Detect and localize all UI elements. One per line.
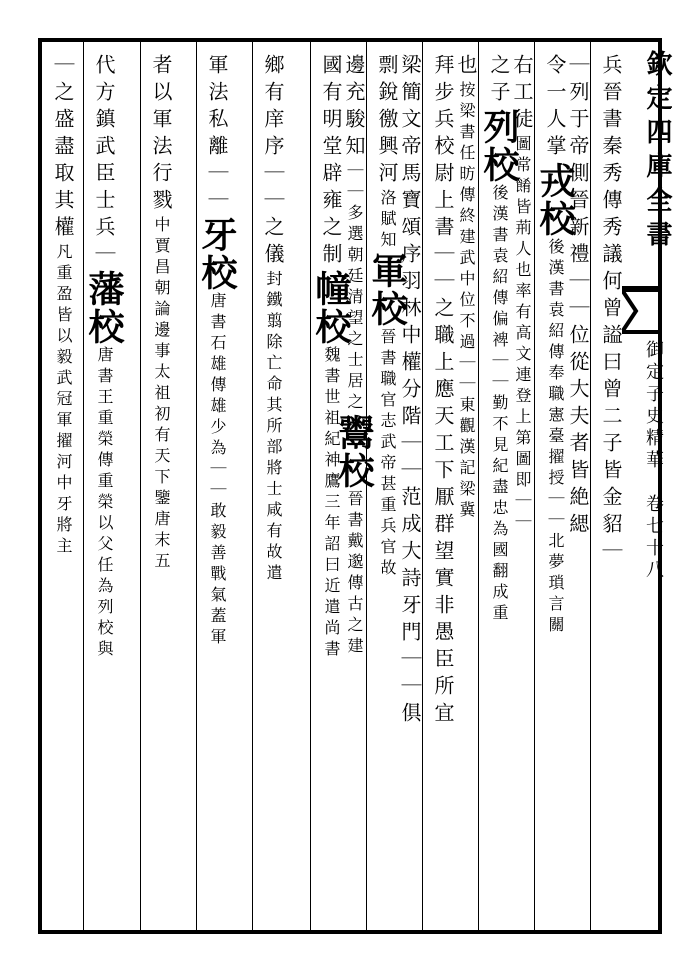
column-divider xyxy=(196,42,197,930)
column-divider xyxy=(310,42,311,930)
series-title: 欽定四庫全書 xyxy=(642,50,672,254)
text-column-9: 剽銳徼興河洛賦知軍校晉書職官志武帝甚重兵官故 xyxy=(366,54,408,580)
text-column-11: 國有明堂辟雍之制幢校魏書世祖紀神鷹三年詔曰近遣尚書 xyxy=(310,54,352,661)
text-column-2: ｜列于帝側晉新禮｜｜位從大夫者皆絶緦 xyxy=(566,54,590,540)
column-divider xyxy=(140,42,141,930)
text-column-12: 鄉有庠序｜｜之儀封鐵翦除亡命其所部將士咸有故遣 xyxy=(261,54,285,585)
text-column-15: 代方鎮武臣士兵｜藩校唐書王重榮傳重榮以父任為列校與 xyxy=(83,54,125,661)
text-column-8: 梁簡文帝馬寶頌序羽林中權分階｜｜范成大詩牙門｜｜俱 xyxy=(398,54,422,729)
column-divider xyxy=(252,42,253,930)
text-column-6: 也按梁書任昉傳終建武中位不過｜｜東觀漢記梁冀 xyxy=(454,54,478,522)
text-column-5: 之子列校後漢書袁紹傳偏裨｜｜勤不見紀盡忠為國翻成重 xyxy=(478,54,520,625)
text-column-3: 令一人掌戎校後漢書袁紹傳奉職憲臺擢授｜｜北夢瑣言關 xyxy=(534,54,576,637)
book-title: 御定子史精華 卷七十八 xyxy=(643,340,664,582)
text-column-10: 邊充駿知｜｜多選朝廷清望之士居之鬻校晉書戴邈傳古之建 xyxy=(333,54,375,658)
column-divider xyxy=(83,42,84,930)
text-column-14: 者以軍法行戮中賈昌朝論邊事太祖初有天下鑒唐末五 xyxy=(149,54,173,573)
text-column-13: 軍法私離｜｜牙校唐書石雄傳雄少為｜｜敢毅善戰氣蓋軍 xyxy=(196,54,238,649)
text-column-7: 拜步兵校尉上書｜｜之職上應天工下厭群望實非愚臣所宜 xyxy=(431,54,455,729)
text-column-4: 右工徒圖常餚皆荊人也率有高文連登上第圖即｜｜ xyxy=(510,54,534,534)
text-column-1: 兵晉書秦秀傳秀議何曾謚曰曾二子皆金貂｜ xyxy=(599,54,623,567)
fish-tail-mark-icon xyxy=(622,286,662,336)
text-column-16: ｜之盛盡取其權凡重盈皆以毅武冠軍擢河中牙將主 xyxy=(51,54,75,558)
